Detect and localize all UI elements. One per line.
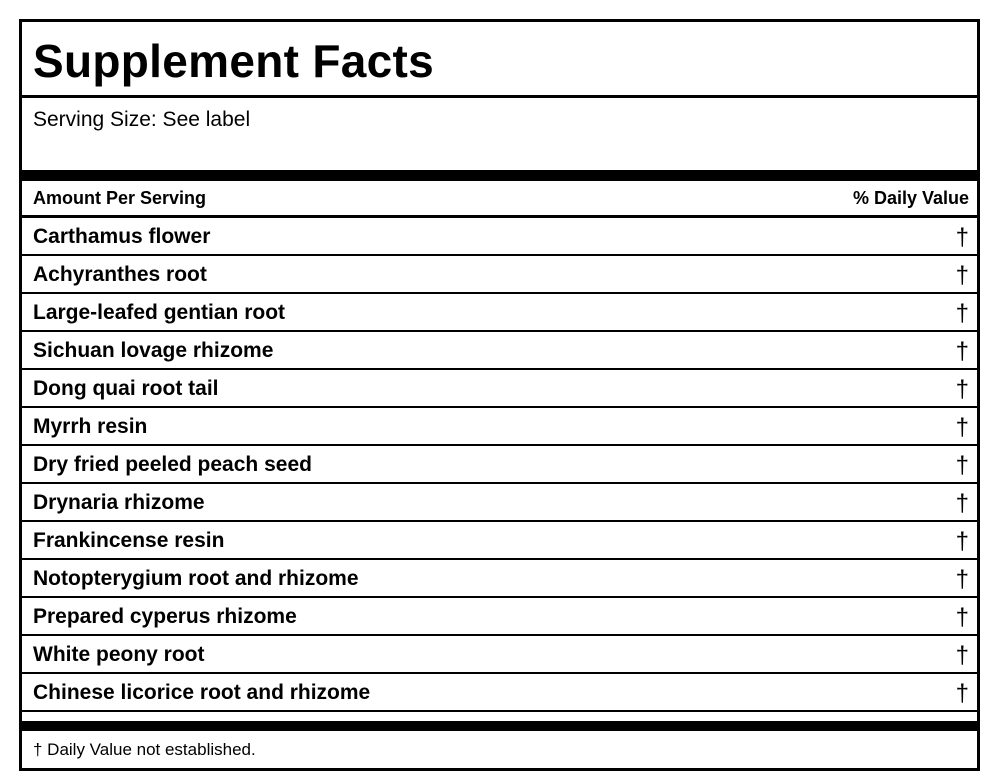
ingredient-row <box>22 446 977 484</box>
daily-value-dagger: † <box>955 452 969 479</box>
daily-value-dagger: † <box>955 300 969 327</box>
ingredient-name: Dry fried peeled peach seed <box>33 453 312 476</box>
footnote-section <box>22 731 977 771</box>
ingredient-row <box>22 636 977 674</box>
ingredient-row <box>22 560 977 598</box>
ingredient-list <box>22 218 977 712</box>
label-title: Supplement Facts <box>33 35 434 87</box>
daily-value-dagger: † <box>955 680 969 707</box>
ingredient-name: Dong quai root tail <box>33 377 219 400</box>
serving-size: Serving Size: See label <box>33 108 251 131</box>
serving-section <box>22 98 977 181</box>
ingredient-row <box>22 294 977 332</box>
column-header-row <box>22 181 977 218</box>
daily-value-dagger: † <box>955 338 969 365</box>
daily-value-dagger: † <box>955 642 969 669</box>
ingredient-row <box>22 218 977 256</box>
daily-value-dagger: † <box>955 224 969 251</box>
ingredient-row <box>22 370 977 408</box>
ingredient-row <box>22 674 977 712</box>
daily-value-dagger: † <box>955 262 969 289</box>
ingredient-name: Frankincense resin <box>33 529 225 552</box>
ingredient-row <box>22 598 977 636</box>
ingredient-name: Myrrh resin <box>33 415 148 438</box>
ingredient-name: White peony root <box>33 643 205 666</box>
daily-value-dagger: † <box>955 414 969 441</box>
supplement-facts-label <box>19 19 980 771</box>
ingredient-name: Drynaria rhizome <box>33 491 205 514</box>
ingredient-row <box>22 332 977 370</box>
daily-value-dagger: † <box>955 376 969 403</box>
ingredient-row <box>22 256 977 294</box>
ingredient-name: Chinese licorice root and rhizome <box>33 681 371 704</box>
ingredient-name: Notopterygium root and rhizome <box>33 567 359 590</box>
daily-value-dagger: † <box>955 528 969 555</box>
ingredient-row <box>22 484 977 522</box>
ingredient-name: Carthamus flower <box>33 225 211 248</box>
ingredient-name: Prepared cyperus rhizome <box>33 605 297 628</box>
ingredient-name: Achyranthes root <box>33 263 207 286</box>
amount-per-serving-header: Amount Per Serving <box>33 188 207 208</box>
daily-value-dagger: † <box>955 604 969 631</box>
ingredient-row <box>22 408 977 446</box>
ingredient-name: Sichuan lovage rhizome <box>33 339 274 362</box>
ingredient-row <box>22 522 977 560</box>
footnote-text: † Daily Value not established. <box>33 740 256 759</box>
daily-value-dagger: † <box>955 490 969 517</box>
thick-divider <box>22 712 977 731</box>
daily-value-header: % Daily Value <box>852 188 969 208</box>
daily-value-dagger: † <box>955 566 969 593</box>
ingredient-name: Large-leafed gentian root <box>33 301 286 324</box>
title-section <box>22 22 977 98</box>
